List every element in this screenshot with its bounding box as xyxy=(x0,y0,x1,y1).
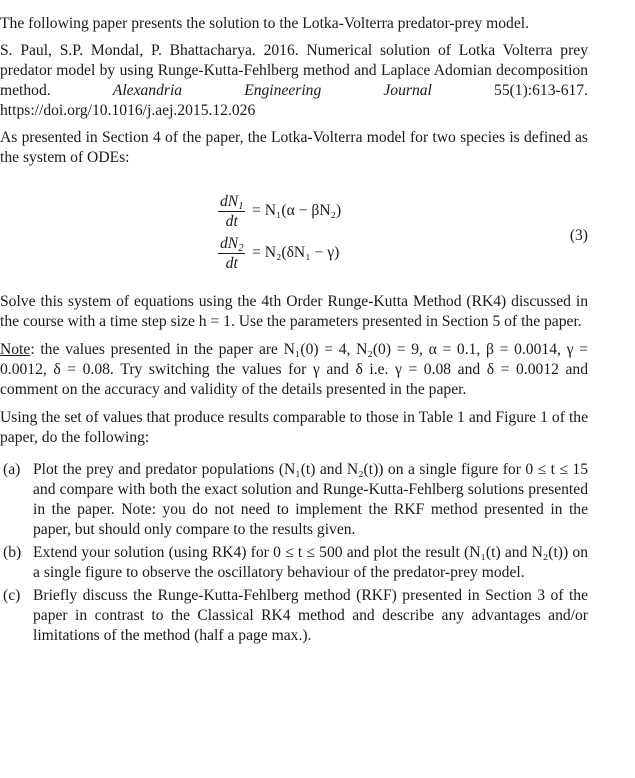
citation-volume: 55(1):613-617. xyxy=(494,82,588,99)
solve-paragraph: Solve this system of equations using the 4th Order Runge-Kutta Method (RK4) discussed in the course with a time step size h = 1. Use the parameters presented in Section 5 of the paper. xyxy=(0,293,588,330)
list-item-c xyxy=(0,586,588,646)
eq1-fraction xyxy=(218,192,245,231)
eq1-numerator: dN xyxy=(220,193,239,210)
list-item-a xyxy=(0,460,588,540)
item-a-text: Plot the prey and predator populations (N₁(t) and N₂(t)) on a single figure for 0 ≤ t ≤ 15 and compare with both the exact solution and Runge-Kutta-Fehlberg solutions presented in the paper. Note: you do not need to implement the RKF method presented in the paper, but should only compare to the results given. xyxy=(33,461,588,538)
equation-number: (3) xyxy=(569,227,588,244)
item-c-text: Briefly discuss the Runge-Kutta-Fehlberg method (RKF) presented in Section 3 of the paper in contrast to the Classical RK4 method and describe any advantages and/or limitations of the method (half a page max.). xyxy=(33,587,588,644)
note-paragraph xyxy=(0,340,588,400)
eq1-denominator: dt xyxy=(225,213,238,230)
intro-paragraph: The following paper presents the solution to the Lotka-Volterra predator-prey model. xyxy=(0,15,529,32)
item-b-label: (b) xyxy=(3,544,22,561)
citation-doi: https://doi.org/10.1016/j.aej.2015.12.026 xyxy=(0,102,256,119)
using-paragraph: Using the set of values that produce results comparable to those in Table 1 and Figure 1 of the paper, do the following: xyxy=(0,409,588,446)
item-a-label: (a) xyxy=(3,461,21,478)
eq1-numerator-sub: 1 xyxy=(238,201,244,212)
eq1-rhs: = N₁(α − βN₂) xyxy=(252,202,342,219)
ode-system-equation xyxy=(0,192,635,284)
section4-paragraph: As presented in Section 4 of the paper, the Lotka-Volterra model for two species is defined as the system of ODEs: xyxy=(0,129,588,166)
citation-authors: S. Paul, S.P. Mondal, P. Bhattacharya. 2016. Numerical solution of Lotka Volterra prey predator model by using Runge-Kutta-Fehlberg method and Laplace Adomian decomposition method. xyxy=(0,42,588,99)
eq2-rhs: = N₂(δN₁ − γ) xyxy=(252,244,340,261)
note-label: Note xyxy=(0,341,31,358)
eq2-numerator-sub: 2 xyxy=(238,243,244,254)
eq2-numerator: dN xyxy=(220,235,239,252)
eq2-denominator: dt xyxy=(225,255,238,272)
eq2-fraction xyxy=(218,234,245,273)
citation-paragraph xyxy=(0,41,588,121)
citation-journal: Alexandria Engineering Journal xyxy=(112,82,432,99)
item-b-text: Extend your solution (using RK4) for 0 ≤ t ≤ 500 and plot the result (N₁(t) and N₂(t)) on a single figure to observe the oscillatory behaviour of the predator-prey model. xyxy=(33,544,588,581)
item-c-label: (c) xyxy=(3,587,21,604)
list-item-b xyxy=(0,543,588,583)
note-text: : the values presented in the paper are N₁(0) = 4, N₂(0) = 9, α = 0.1, β = 0.0014, γ = 0.0012, δ = 0.08. Try switching the values for γ and δ i.e. γ = 0.08 and δ = 0.0012 and comment on the accuracy and validity of the details presented in the paper. xyxy=(0,341,588,398)
